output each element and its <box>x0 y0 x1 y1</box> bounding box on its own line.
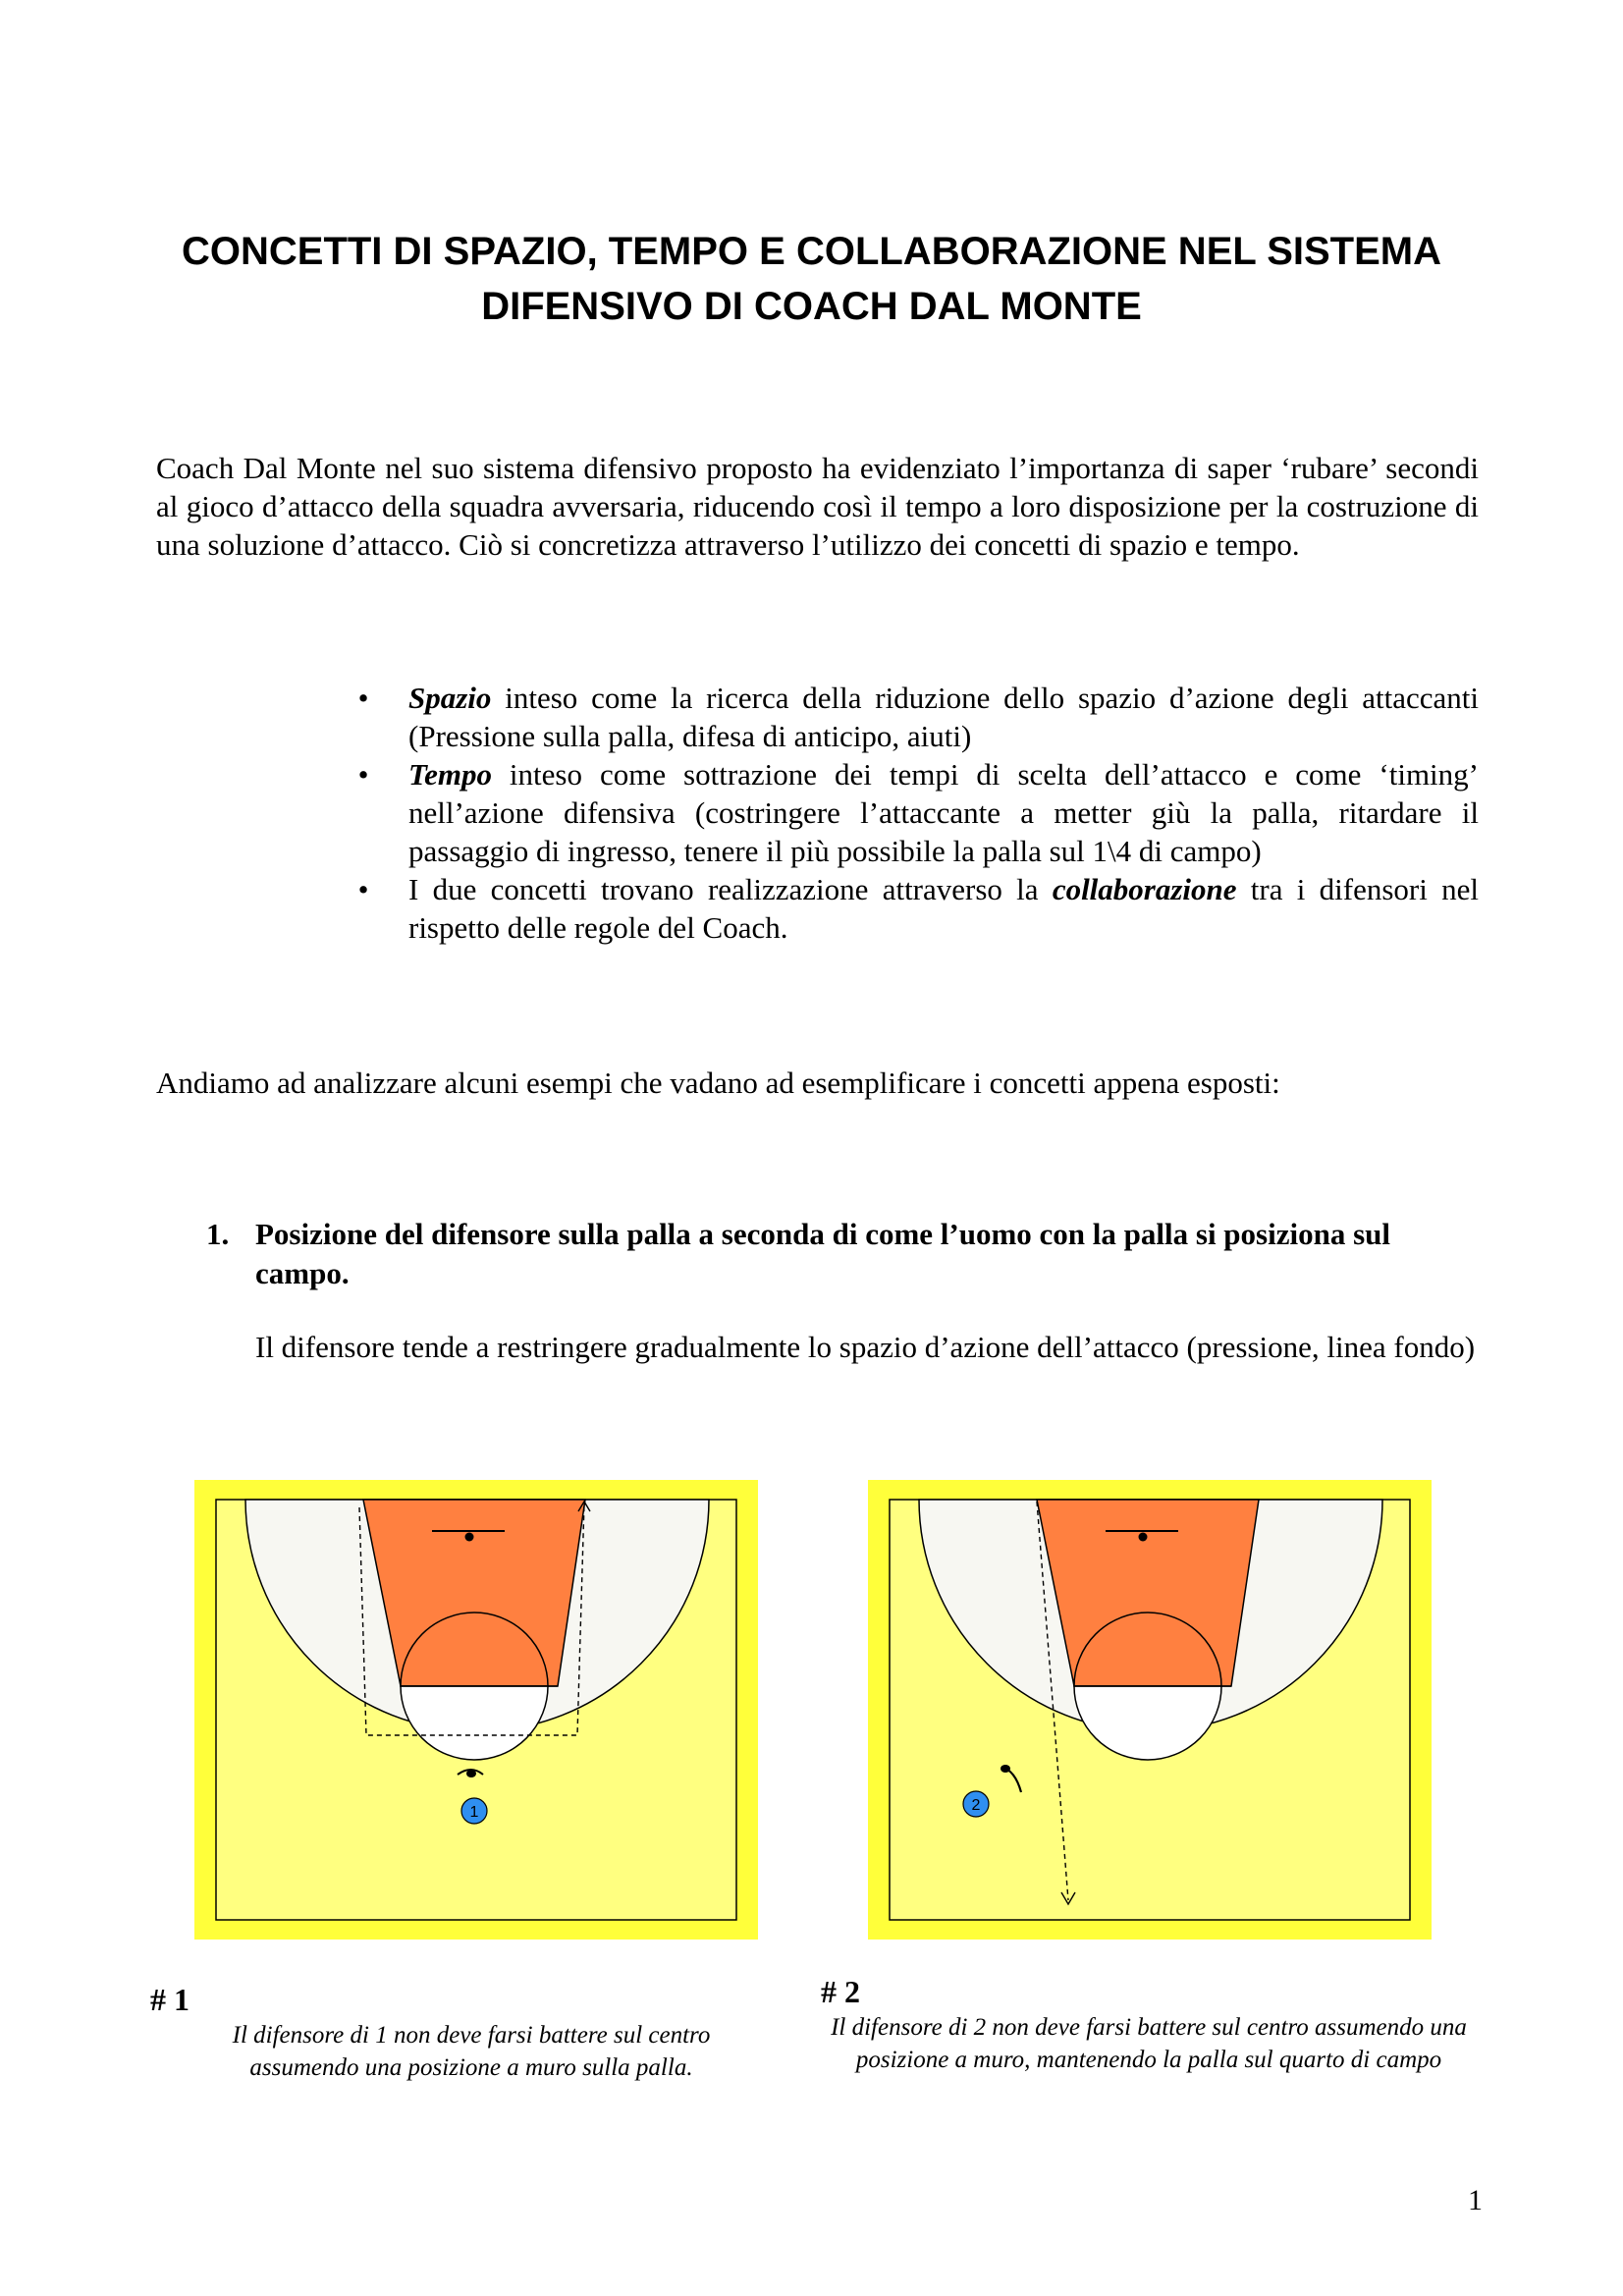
player-number: 2 <box>971 1797 981 1814</box>
bullet-text-pre: I due concetti trovano realizzazione attraverso la <box>408 872 1053 906</box>
bullet-term-collaborazione: collaborazione <box>1052 872 1237 906</box>
bullet-term-spazio: Spazio <box>408 681 492 715</box>
bullet-icon: • <box>357 681 369 715</box>
court-diagram-2 <box>868 1480 1432 1940</box>
intro-paragraph: Coach Dal Monte nel suo sistema difensivo proposto ha evidenziato l’importanza di saper ‘rubare’ secondi al gioco d’attacco della squadra avversaria, riducendo così il tempo a loro disposizione per la costruzione di una soluzione d’attacco. Ciò si concretizza attraverso l’utilizzo dei concetti di spazio e tempo. <box>156 451 1479 562</box>
figure-label-1: # 1 <box>150 1982 189 2017</box>
page-number: 1 <box>1468 2184 1483 2216</box>
section-heading-text: Posizione del difensore sulla palla a seconda di come l’uomo con la palla si posiziona sul campo. <box>255 1217 1391 1290</box>
bullet-term-tempo: Tempo <box>408 757 492 792</box>
figure-caption-1: Il difensore di 1 non deve farsi battere sul centro assumendo una posizione a muro sulla palla. <box>232 2022 711 2081</box>
page-title: CONCETTI DI SPAZIO, TEMPO E COLLABORAZIONE NEL SISTEMA DIFENSIVO DI COACH DAL MONTE <box>181 230 1441 328</box>
section-heading <box>206 1215 1479 1293</box>
list-item <box>353 679 1479 755</box>
defender-body <box>1001 1765 1010 1773</box>
bullet-text: tra i difensori nel rispetto delle regole del Coach. <box>408 872 1479 945</box>
section-number: 1. <box>206 1217 230 1251</box>
bullet-text: inteso come sottrazione dei tempi di scelta dell’attacco e come ‘timing’ nell’azione difensiva (costringere l’attaccante a metter giù la palla, ritardare il passaggio di ingresso, tenere il più possibile la palla sul 1\4 di campo) <box>408 757 1479 868</box>
lead-paragraph: Andiamo ad analizzare alcuni esempi che vadano ad esemplificare i concetti appena esposti: <box>156 1066 1280 1100</box>
concepts-list <box>353 679 1479 947</box>
bullet-text: inteso come la ricerca della riduzione dello spazio d’azione degli attaccanti (Pressione sulla palla, difesa di anticipo, aiuti) <box>408 681 1479 753</box>
basket <box>1139 1533 1148 1542</box>
list-item <box>353 870 1479 947</box>
section-paragraph: Il difensore tende a restringere gradualmente lo spazio d’azione dell’attacco (pressione, linea fondo) <box>255 1330 1476 1364</box>
figure-label-2: # 2 <box>821 1974 860 2009</box>
figure-caption-2: Il difensore di 2 non deve farsi battere sul centro assumendo una posizione a muro, mantenendo la palla sul quarto di campo <box>831 2014 1467 2073</box>
list-item <box>353 755 1479 870</box>
bullet-icon: • <box>357 757 369 792</box>
bullet-icon: • <box>357 872 369 906</box>
basket <box>465 1533 474 1542</box>
court-diagram-1 <box>194 1480 758 1940</box>
player-number: 1 <box>469 1804 479 1821</box>
defender-body <box>466 1770 476 1777</box>
